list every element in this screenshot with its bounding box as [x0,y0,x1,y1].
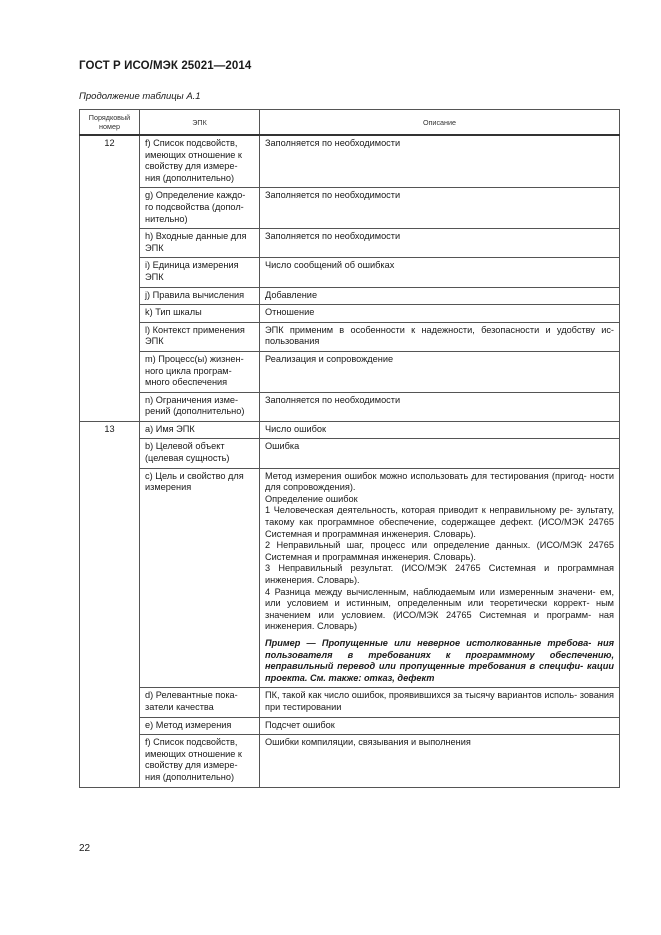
table-row [80,229,620,258]
page-number: 22 [79,843,91,854]
table-header-row [80,110,620,136]
description-line: ЭПК применим в особенности к надежности, безопасности и удобству ис- пользования [265,324,614,347]
description-line: 2 Неправильный шаг, процесс или определение данных. (ИСО/МЭК 24765 Системная и программная инженерия. Словарь). [265,540,614,562]
description-line: 3 Неправильный результат. (ИСО/МЭК 24765 Системная и программная инженерия. Словарь). [265,563,614,585]
column-header-description: Описание [260,110,620,136]
row-number-cell: 12 [80,135,140,421]
table-row [80,735,620,787]
description-line: Число ошибок [265,423,326,434]
epk-cell: g) Определение каждо- го подсвойства (допол- нительно) [140,188,260,229]
table-row [80,305,620,323]
description-cell [260,305,620,323]
description-line: Ошибка [265,441,300,452]
description-line: 1 Человеческая деятельность, которая приводит к неправильному ре- зультату, такому как программное обеспечение, содержащее дефект. (ИСО/МЭК 24765 Системная и программная инженерия. Словарь). [265,505,614,539]
table-row [80,287,620,305]
description-line: Число сообщений об ошибках [265,260,395,271]
description-cell [260,351,620,392]
description-line: Заполняется по необходимости [265,190,401,201]
epk-cell: n) Ограничения изме- рений (дополнительно) [140,392,260,421]
description-cell [260,717,620,735]
epk-cell: h) Входные данные для ЭПК [140,229,260,258]
epk-cell: i) Единица измерения ЭПК [140,258,260,287]
table-row [80,322,620,351]
description-cell [260,735,620,787]
epk-cell: e) Метод измерения [140,717,260,735]
table-row [80,688,620,717]
epk-cell: m) Процесс(ы) жизнен- ного цикла програм- много обеспечения [140,351,260,392]
description-line: Заполняется по необходимости [265,394,401,405]
description-cell [260,229,620,258]
epk-cell: c) Цель и свойство для измерения [140,468,260,688]
description-line: Подсчет ошибок [265,719,335,730]
description-line: Добавление [265,289,318,300]
description-line: Определение ошибок [265,493,358,504]
epk-cell: b) Целевой объект (целевая сущность) [140,439,260,468]
specification-table [79,109,620,788]
description-line: Заполняется по необходимости [265,231,401,242]
description-cell [260,421,620,439]
epk-cell: l) Контекст применения ЭПК [140,322,260,351]
description-line: Отношение [265,307,315,318]
description-line: Ошибки компиляции, связывания и выполнения [265,737,471,748]
table-row [80,188,620,229]
column-header-number: Порядковый номер [80,110,140,136]
description-cell [260,468,620,688]
table-row [80,717,620,735]
table-row [80,135,620,188]
description-line: Метод измерения ошибок можно использовать для тестирования (пригод- ности для сопровождения). [265,470,614,493]
epk-cell: j) Правила вычисления [140,287,260,305]
description-line: 4 Разница между вычисленным, наблюдаемым или измеренным значени- ем, или условием и истинным, определенным или теоретически коррект- ным значением или условием. (ИСО/МЭК 24765 Системная и программ- ная инженерия. Словарь) [265,586,614,632]
description-line: Заполняется по необходимости [265,138,401,148]
table-body [80,135,620,787]
table-row [80,421,620,439]
description-cell [260,392,620,421]
column-header-epk: ЭПК [140,110,260,136]
epk-cell: f) Список подсвойств, имеющих отношение к свойству для измере- ния (дополнительно) [140,135,260,188]
table-row [80,392,620,421]
table-row [80,258,620,287]
example-note: Пример — Пропущенные или неверное истолкованные требова- ния пользователя в требованиях к программному обеспечению, неправильный перевод или пропущенные требования в специфи- кации проекта. См. также: отказ, дефект [265,637,614,683]
epk-cell: a) Имя ЭПК [140,421,260,439]
table-row [80,468,620,688]
description-line: Реализация и сопровождение [265,353,394,364]
description-cell [260,688,620,717]
epk-cell: f) Список подсвойств, имеющих отношение к свойству для измере- ния (дополнительно) [140,735,260,787]
table-row [80,439,620,468]
description-cell [260,439,620,468]
epk-cell: k) Тип шкалы [140,305,260,323]
description-cell [260,322,620,351]
table-row [80,351,620,392]
description-cell [260,287,620,305]
document-title: ГОСТ Р ИСО/МЭК 25021—2014 [79,60,252,72]
description-line: ПК, такой как число ошибок, проявившихся за тысячу вариантов исполь- зования при тестировании [265,690,614,712]
description-cell [260,258,620,287]
row-number-cell: 13 [80,421,140,787]
description-cell [260,188,620,229]
epk-cell: d) Релевантные пока- затели качества [140,688,260,717]
table-caption: Продолжение таблицы А.1 [79,91,201,102]
description-cell [260,135,620,188]
